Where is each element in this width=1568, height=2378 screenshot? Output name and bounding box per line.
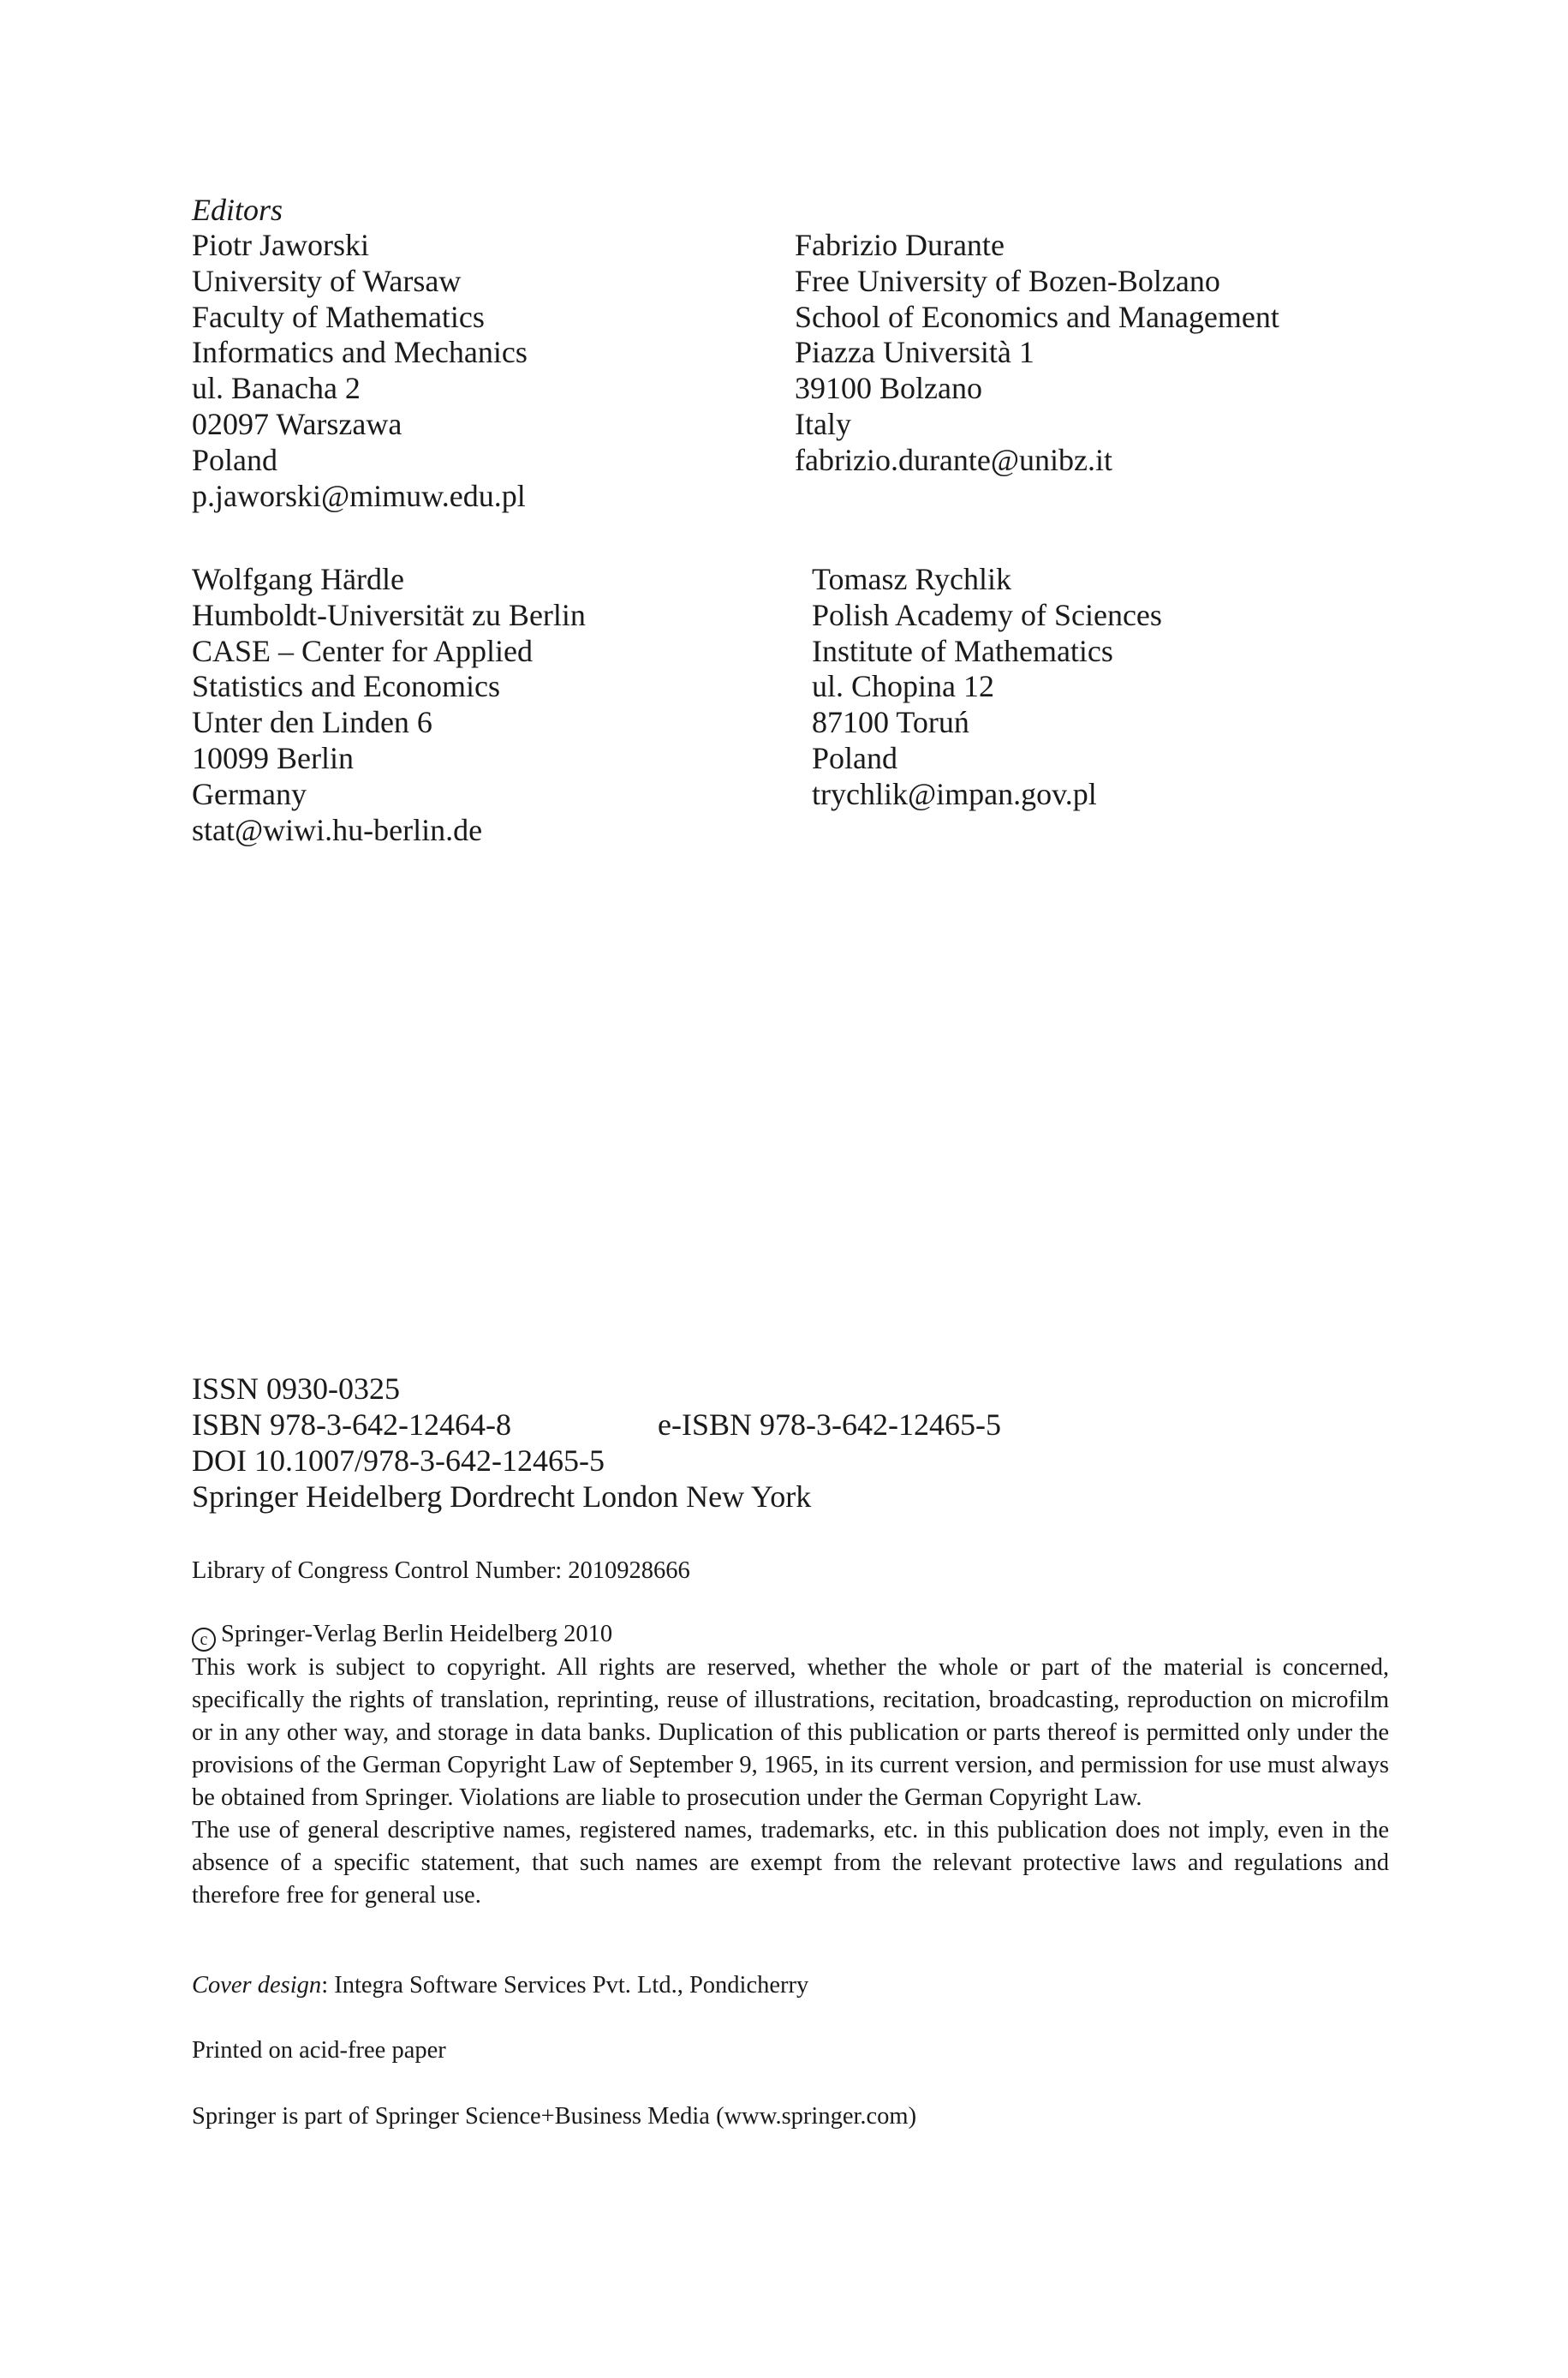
paper-note: Printed on acid-free paper [192,2037,446,2064]
address-line: Institute of Mathematics [812,633,1113,668]
address-line: 10099 Berlin [192,740,354,775]
copyright-line [192,1618,1389,1652]
trademark-paragraph: The use of general descriptive names, registered names, trademarks, etc. in this publication does not imply, even in the absence of a specific statement, that such names are exempt from the relevant protective laws and regulations and therefore free for general use. [192,1817,1389,1909]
address-line: Italy [795,406,851,441]
cover-design-label: Cover design [192,1972,322,1999]
isbn-row [192,1407,1001,1443]
editors-label: Editors [192,193,283,227]
address-line: ul. Banacha 2 [192,371,361,406]
email-address: p.jaworski@mimuw.edu.pl [192,478,526,513]
address-line: Free University of Bozen-Bolzano [795,263,1220,298]
copyright-holder: Springer-Verlag Berlin Heidelberg 2010 [221,1621,613,1647]
address-line: Polish Academy of Sciences [812,597,1162,632]
isbn: ISBN 978-3-642-12464-8 [192,1407,511,1442]
issn: ISSN 0930-0325 [192,1371,401,1406]
address-line: Statistics and Economics [192,669,500,704]
address-line: Faculty of Mathematics [192,299,485,334]
editor-address-jaworski [192,228,528,514]
library-of-congress-number: Library of Congress Control Number: 2010928666 [192,1557,690,1584]
email-address: fabrizio.durante@unibz.it [795,442,1113,477]
address-line: Germany [192,776,307,811]
springer-note: Springer is part of Springer Science+Business Media (www.springer.com) [192,2103,917,2130]
publication-info [192,1371,1001,1515]
cover-design-credit [192,1969,808,2002]
address-line: Piazza Università 1 [795,335,1034,370]
publisher-locations: Springer Heidelberg Dordrecht London New York [192,1479,812,1514]
address-line: Poland [812,740,898,775]
editor-address-rychlik [812,562,1162,813]
email-address: trychlik@impan.gov.pl [812,776,1097,811]
address-line: University of Warsaw [192,263,462,298]
address-line: Unter den Linden 6 [192,705,432,740]
cover-design-text: : Integra Software Services Pvt. Ltd., Pondicherry [321,1972,809,1999]
address-line: Humboldt-Universität zu Berlin [192,597,586,632]
address-line: CASE – Center for Applied [192,633,533,668]
editor-address-hardle [192,562,586,848]
editor-address-durante [795,228,1279,479]
address-line: School of Economics and Management [795,299,1279,334]
e-isbn: e-ISBN 978-3-642-12465-5 [658,1407,1001,1442]
copyright-block [192,1618,1389,1912]
address-line: ul. Chopina 12 [812,669,994,704]
editor-name: Tomasz Rychlik [812,562,1011,596]
address-line: Informatics and Mechanics [192,335,528,370]
address-line: 87100 Toruń [812,705,969,740]
editor-name: Wolfgang Härdle [192,562,405,596]
copyright-paragraph: This work is subject to copyright. All rights are reserved, whether the whole or part of the material is concerned, specifically the rights of translation, reprinting, reuse of illustrations, recitation, broadcasting, reproduction on microfilm or in any other way, and storage in data banks. Duplication of this publication or parts thereof is permitted only under the provisions of the German Copyright Law of September 9, 1965, in its current version, and permission for use must always be obtained from Springer. Violations are liable to prosecution under the German Copyright Law. [192,1654,1389,1811]
editor-name: Piotr Jaworski [192,228,369,262]
address-line: 02097 Warszawa [192,406,402,441]
editor-name: Fabrizio Durante [795,228,1005,262]
address-line: 39100 Bolzano [795,371,982,406]
address-line: Poland [192,442,278,477]
copyright-icon: c [192,1628,216,1652]
doi: DOI 10.1007/978-3-642-12465-5 [192,1443,605,1478]
email-address: stat@wiwi.hu-berlin.de [192,812,483,847]
